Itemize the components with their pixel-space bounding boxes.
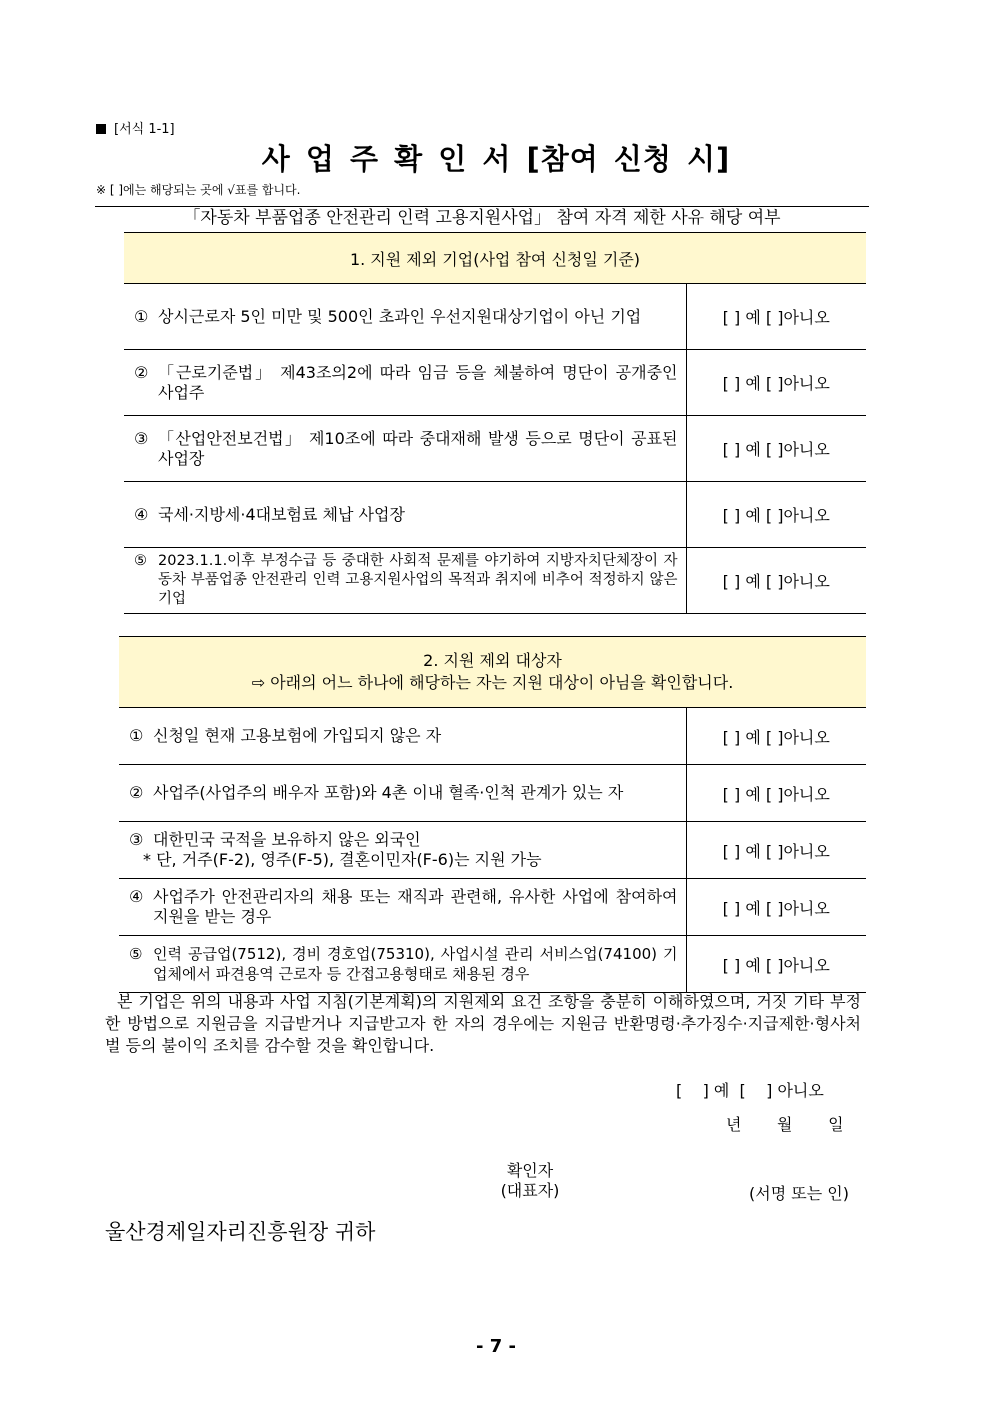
yes-no-checkbox[interactable]: [ ] 예 [ ]아니오 [686,416,866,482]
question-text: 2023.1.1.이후 부정수급 등 중대한 사회적 문제를 야기하여 지방자치단체장이 자동차 부품업종 안전관리 인력 고용지원사업의 목적과 취지에 비추어 적정하지 않은 기업 [158,553,678,607]
question-cell: ② 사업주(사업주의 배우자 포함)와 4촌 이내 혈족·인척 관계가 있는 자 [119,765,686,822]
question-cell: ③ 대한민국 국적을 보유하지 않은 외국인 * 단, 거주(F-2), 영주(F-5), 결혼이민자(F-6)는 지원 가능 [119,822,686,879]
question-text: 사업주(사업주의 배우자 포함)와 4촌 이내 혈족·인척 관계가 있는 자 [153,783,624,802]
question-note: * 단, 거주(F-2), 영주(F-5), 결혼이민자(F-6)는 지원 가능 [143,850,542,869]
date-field[interactable]: 년 월 일 [726,1115,844,1134]
yes-no-checkbox[interactable]: [ ] 예 [ ]아니오 [686,482,866,548]
section1-table [124,232,866,614]
question-cell: ⑤ 인력 공급업(7512), 경비 경호업(75310), 사업시설 관리 서비스업(74100) 기업체에서 파견용역 근로자 등 간접고용형태로 채용된 경우 [119,936,686,993]
question-text: 사업주가 안전관리자의 채용 또는 재직과 관련해, 유사한 사업에 참여하여 지원을 받는 경우 [153,887,678,926]
square-bullet-icon [96,124,106,134]
declaration-text: 본 기업은 위의 내용과 사업 지침(기본계획)의 지원제외 요건 조항을 충분히 이해하였으며, 거짓 기타 부정한 방법으로 지원금을 지급받거나 지급받고자 한 자의 경우에는 지원금 반환명령·추가징수·지급제한·형사처벌 등의 불이익 조치를 감수할 것을 확인합니다. [105,992,861,1055]
question-text: 인력 공급업(7512), 경비 경호업(75310), 사업시설 관리 서비스업(74100) 기업체에서 파견용역 근로자 등 간접고용형태로 채용된 경우 [153,945,678,983]
addressee: 울산경제일자리진흥원장 귀하 [105,1220,376,1244]
subtitle: 「자동차 부품업종 안전관리 인력 고용지원사업」 참여 자격 제한 사유 해당 여부 [183,208,781,228]
table-row [119,708,866,765]
table-row [124,548,866,614]
document-title: 사 업 주 확 인 서 [참여 신청 시] [261,142,731,176]
question-cell: ⑤ 2023.1.1.이후 부정수급 등 중대한 사회적 문제를 야기하여 지방자치단체장이 자동차 부품업종 안전관리 인력 고용지원사업의 목적과 취지에 비추어 적정하지 않은 기업 [124,548,686,614]
yes-no-checkbox[interactable]: [ ] 예 [ ]아니오 [686,936,866,993]
question-text: 신청일 현재 고용보험에 가입되지 않은 자 [153,726,442,745]
question-cell: ③ 「산업안전보건법」 제10조에 따라 중대재해 발생 등으로 명단이 공표된 사업장 [124,416,686,482]
question-cell: ④ 사업주가 안전관리자의 채용 또는 재직과 관련해, 유사한 사업에 참여하여 지원을 받는 경우 [119,879,686,936]
yes-no-checkbox[interactable]: [ ] 예 [ ]아니오 [686,350,866,416]
page-number: - 7 - [476,1336,516,1357]
yes-no-checkbox[interactable]: [ ] 예 [ ]아니오 [686,879,866,936]
table-row [124,482,866,548]
yes-no-checkbox[interactable]: [ ] 예 [ ]아니오 [686,284,866,350]
table-row [119,879,866,936]
table-row [124,416,866,482]
section1-heading: 1. 지원 제외 기업(사업 참여 신청일 기준) [124,233,866,284]
question-cell: ① 상시근로자 5인 미만 및 500인 초과인 우선지원대상기업이 아닌 기업 [124,284,686,350]
table-row [124,284,866,350]
section2-heading: 2. 지원 제외 대상자 ⇨ 아래의 어느 하나에 해당하는 자는 지원 대상이 아님을 확인합니다. [119,637,866,708]
question-cell: ① 신청일 현재 고용보험에 가입되지 않은 자 [119,708,686,765]
table-row [119,822,866,879]
instruction-note: ※ [ ]에는 해당되는 곳에 √표를 합니다. [96,183,301,197]
question-text: 「근로기준법」 제43조의2에 따라 임금 등을 체불하여 명단이 공개중인 사업주 [158,362,678,402]
question-cell: ④ 국세·지방세·4대보험료 체납 사업장 [124,482,686,548]
section2-subheading: ⇨ 아래의 어느 하나에 해당하는 자는 지원 대상이 아님을 확인합니다. [251,673,734,692]
question-cell: ② 「근로기준법」 제43조의2에 따라 임금 등을 체불하여 명단이 공개중인 사업주 [124,350,686,416]
yes-no-checkbox[interactable]: [ ] 예 [ ]아니오 [686,708,866,765]
confirmer-block: 확인자 (대표자) [500,1161,560,1200]
table-row [119,765,866,822]
table-row [119,936,866,993]
final-yes-no-checkbox[interactable]: [ ] 예 [ ] 아니오 [676,1081,824,1100]
yes-no-checkbox[interactable]: [ ] 예 [ ]아니오 [686,765,866,822]
question-text: 「산업안전보건법」 제10조에 따라 중대재해 발생 등으로 명단이 공표된 사업장 [158,428,678,468]
form-number: [서식 1-1] [96,118,175,137]
yes-no-checkbox[interactable]: [ ] 예 [ ]아니오 [686,822,866,879]
question-text: 대한민국 국적을 보유하지 않은 외국인 [153,830,421,849]
question-text: 상시근로자 5인 미만 및 500인 초과인 우선지원대상기업이 아닌 기업 [158,306,642,326]
section2-table [119,636,866,993]
signature-field[interactable]: (서명 또는 인) [749,1184,849,1203]
question-text: 국세·지방세·4대보험료 체납 사업장 [158,504,405,524]
yes-no-checkbox[interactable]: [ ] 예 [ ]아니오 [686,548,866,614]
table-row [124,350,866,416]
